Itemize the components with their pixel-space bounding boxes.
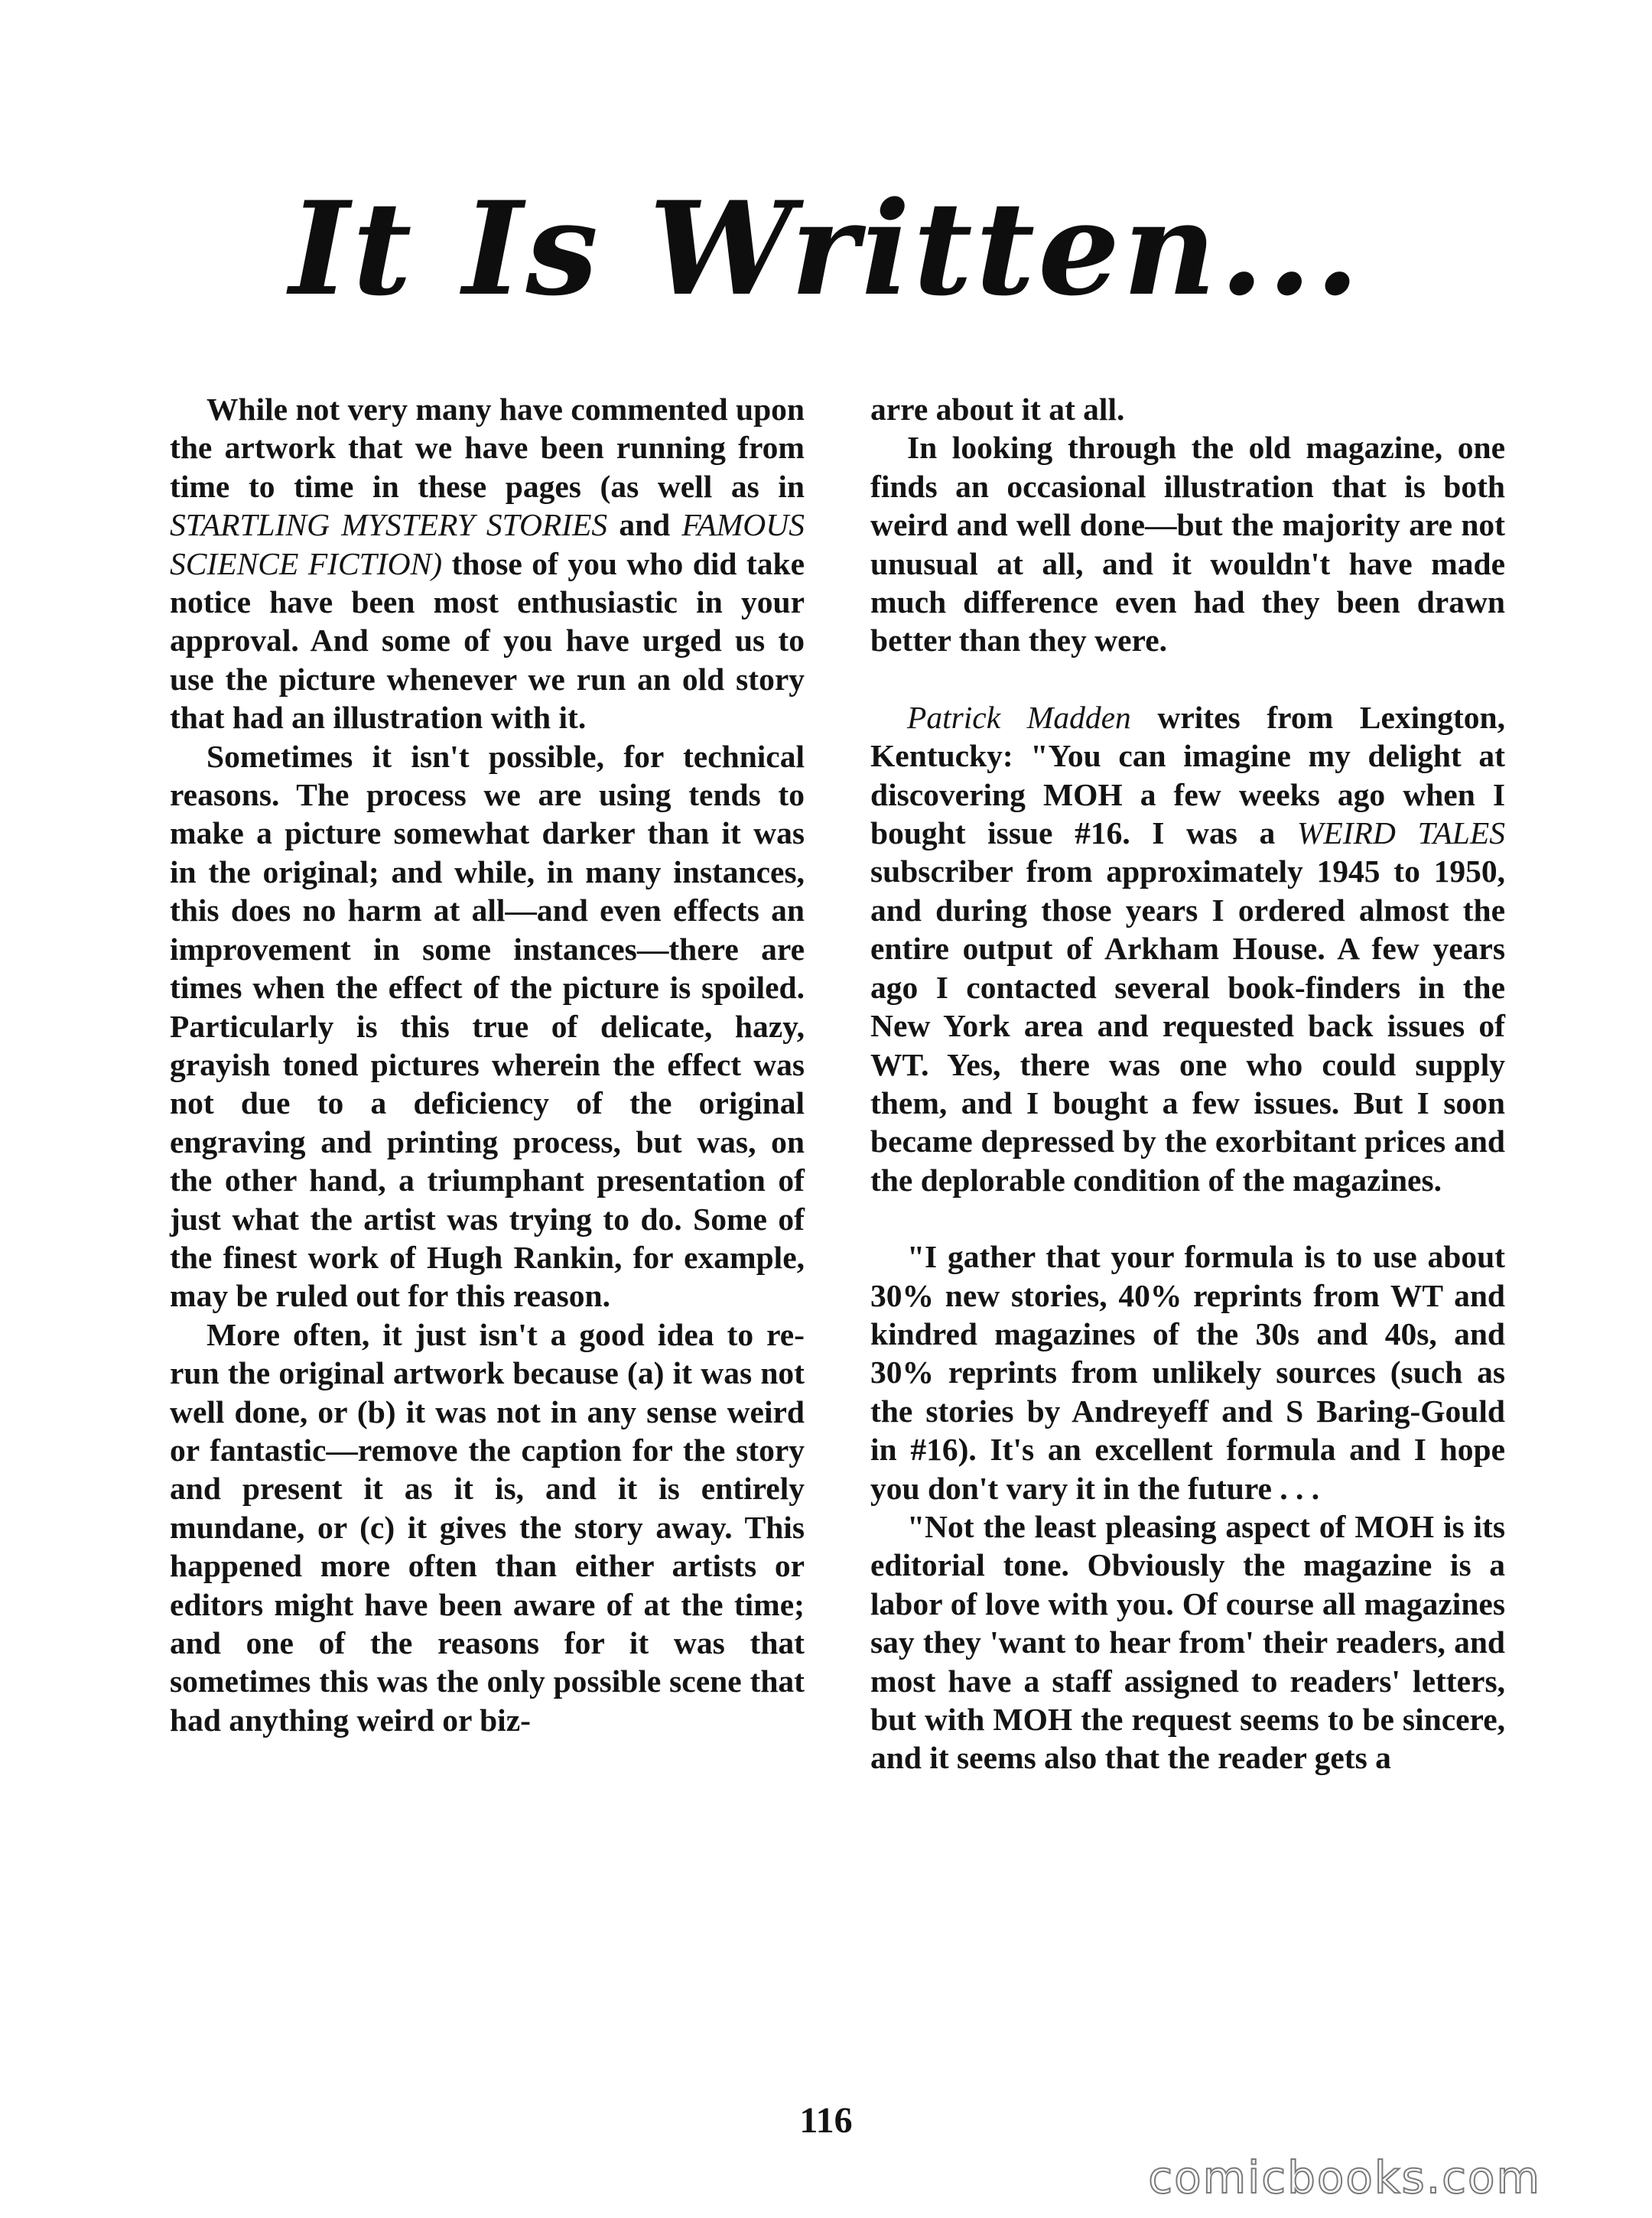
text-run: and	[607, 507, 682, 543]
text-run: writes from Lexington, Kentucky: "You can imagine my delight at discovering MOH a few weeks ago when I bought issue #16. I was a	[870, 699, 1505, 851]
page-title: It Is Written...	[289, 173, 1363, 324]
text-run: subscriber from approximately 1945 to 1950, and during those years I ordered almost the entire output of Arkham House. A few years ago I contacted several book-finders in the New York area and requested back issues of WT. Yes, there was one who could supply them, and I bought a few issues. But I soon became depressed by the exorbitant prices and the deplorable condition of the magazines.	[870, 854, 1505, 1198]
right-paragraph-4: "I gather that your formula is to use about 30% new stories, 40% reprints from WT and kindred magazines of the 30s and 40s, and 30% reprints from unlikely sources (such as the stories by Andreyeff and S Baring-Gould in #16). It's an excellent formula and I hope you don't vary it in the future . . .	[870, 1239, 1505, 1506]
page-number: 116	[799, 2100, 853, 2141]
magazine-title: WEIRD TALES	[1296, 815, 1505, 851]
left-paragraph-3: More often, it just isn't a good idea to re-run the original artwork because (a) it was not well done, or (b) it was not in any sense weird or fantastic—remove the caption for the story and present it as it is, and it is entirely mundane, or (c) it gives the story away. This happened more often than either artists or editors might have been aware of at the time; and one of the reasons for it was that sometimes this was the only possible scene that had anything weird or biz-	[170, 1316, 805, 1738]
text-run: those of you who did take notice have been most enthusiastic in your approval. And some of you have urged us to use the picture whenever we run an old story that had an illustration with it.	[170, 545, 805, 736]
left-paragraph-2: Sometimes it isn't possible, for technical reasons. The process we are using tends to make a picture somewhat darker than it was in the original; and while, in many instances, this does no harm at all—and even effects an improvement in some instances—there are times when the effect of the picture is spoiled. Particularly is this true of delicate, hazy, grayish toned pictures wherein the effect was not due to a deficiency of the original engraving and printing process, but was, on the other hand, a triumphant presentation of just what the artist was trying to do. Some of the finest work of Hugh Rankin, for example, may be ruled out for this reason.	[170, 738, 805, 1314]
magazine-title: STARTLING MYSTERY STORIES	[170, 507, 608, 543]
right-paragraph-2: In looking through the old magazine, one finds an occasional illustration that is both weird and well done—but the majority are not unusual at all, and it wouldn't have made much difference even had they been drawn better than they were.	[870, 430, 1505, 659]
left-column	[170, 390, 805, 1739]
left-paragraph-1	[170, 390, 805, 737]
right-paragraph-5: "Not the least pleasing aspect of MOH is its editorial tone. Obviously the magazine is a labor of love with you. Of course all magazines say they 'want to hear from' their readers, and most have a staff assigned to readers' letters, but with MOH the request seems to be sincere, and it seems also that the reader gets a	[870, 1508, 1505, 1776]
right-paragraph-1: arre about it at all.	[870, 392, 1125, 427]
right-paragraph-3	[870, 698, 1505, 1199]
right-column	[870, 390, 1505, 1777]
watermark: comicbooks.com	[1148, 2151, 1541, 2203]
magazine-title: FAMOUS SCIENCE FICTION)	[170, 507, 805, 581]
letter-writer-name: Patrick Madden	[907, 699, 1131, 735]
text-run: While not very many have commented upon the artwork that we have been running from time to time in these pages (as well as in	[170, 392, 805, 504]
